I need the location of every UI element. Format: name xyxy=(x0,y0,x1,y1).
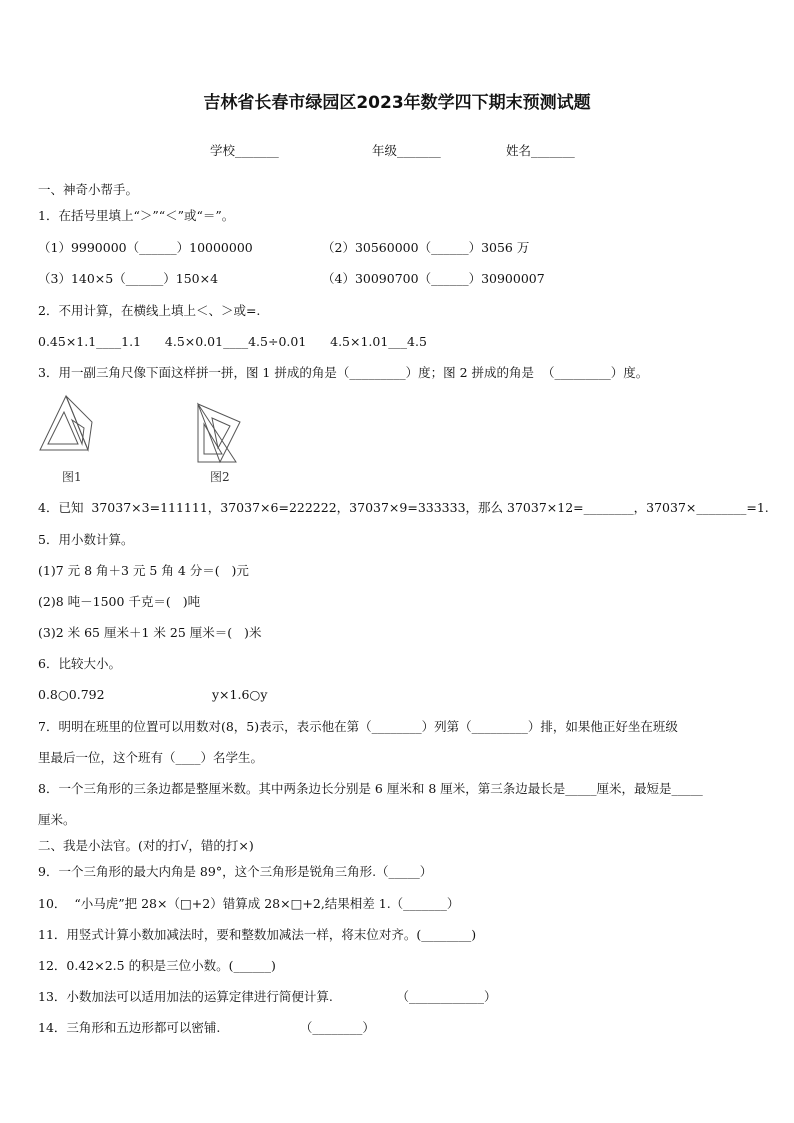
question-2: 2．不用计算，在横线上填上＜、＞或=. xyxy=(38,303,261,318)
question-3: 3．用一副三角尺像下面这样拼一拼，图 1 拼成的角是（_________）度；图 2 拼成的角是 （_________）度。 xyxy=(38,365,649,380)
section-heading-1: 一、神奇小帮手。 xyxy=(38,182,139,197)
question-6-part-2: y×1.6○y xyxy=(212,687,268,702)
question-14: 14．三角形和五边形都可以密铺. （________） xyxy=(38,1020,375,1035)
page-title: 吉林省长春市绿园区2023年数学四下期末预测试题 xyxy=(203,93,591,113)
section-heading-2: 二、我是小法官。(对的打√，错的打×) xyxy=(38,838,254,853)
figure-2-caption: 图2 xyxy=(210,470,230,484)
question-11: 11．用竖式计算小数加减法时，要和整数加减法一样，将末位对齐。(________) xyxy=(38,927,477,942)
question-5-part-3: (3)2 米 65 厘米＋1 米 25 厘米＝( )米 xyxy=(38,625,262,640)
question-6: 6．比较大小。 xyxy=(38,656,121,671)
grade-field: 年级_______ xyxy=(372,143,441,158)
question-1: 1．在括号里填上“＞”“＜”或“＝”。 xyxy=(38,208,235,223)
question-6-part-1: 0.8○0.792 xyxy=(38,687,105,702)
name-field: 姓名_______ xyxy=(506,143,575,158)
question-12: 12．0.42×2.5 的积是三位小数。(______) xyxy=(38,958,276,973)
question-1-part-4: （4）30090700（______）30900007 xyxy=(322,271,545,286)
figure-2-set-squares xyxy=(190,402,246,466)
question-4: 4．已知 37037×3=111111，37037×6=222222，37037×9=333333，那么 37037×12=________，37037×________=1. xyxy=(38,500,769,515)
question-5-part-1: (1)7 元 8 角＋3 元 5 角 4 分＝( )元 xyxy=(38,563,249,578)
question-13: 13．小数加法可以适用加法的运算定律进行简便计算. （____________） xyxy=(38,989,497,1004)
question-8: 8．一个三角形的三条边都是整厘米数。其中两条边长分别是 6 厘米和 8 厘米，第三条边最长是_____厘米，最短是_____ xyxy=(38,781,703,796)
question-2-items: 0.45×1.1____1.1 4.5×0.01____4.5÷0.01 4.5×1.01___4.5 xyxy=(38,334,427,349)
question-1-part-3: （3）140×5（______）150×4 xyxy=(38,271,219,286)
question-7-continued: 里最后一位，这个班有（____）名学生。 xyxy=(38,750,264,765)
question-5: 5．用小数计算。 xyxy=(38,532,134,547)
question-1-part-2: （2）30560000（______）3056 万 xyxy=(322,240,530,255)
question-7: 7．明明在班里的位置可以用数对(8，5)表示，表示他在第（________）列第（_________）排，如果他正好坐在班级 xyxy=(38,719,678,734)
school-field: 学校_______ xyxy=(210,143,279,158)
question-10: 10． “小马虎”把 28×（□+2）错算成 28×□+2,结果相差 1.（_______） xyxy=(38,896,460,911)
question-1-part-1: （1）9990000（______）10000000 xyxy=(38,240,253,255)
question-9: 9．一个三角形的最大内角是 89°，这个三角形是锐角三角形.（_____） xyxy=(38,864,433,879)
figure-1-set-squares xyxy=(36,392,96,460)
question-5-part-2: (2)8 吨－1500 千克＝( )吨 xyxy=(38,594,201,609)
figure-1-caption: 图1 xyxy=(62,470,82,484)
question-8-continued: 厘米。 xyxy=(38,812,76,827)
